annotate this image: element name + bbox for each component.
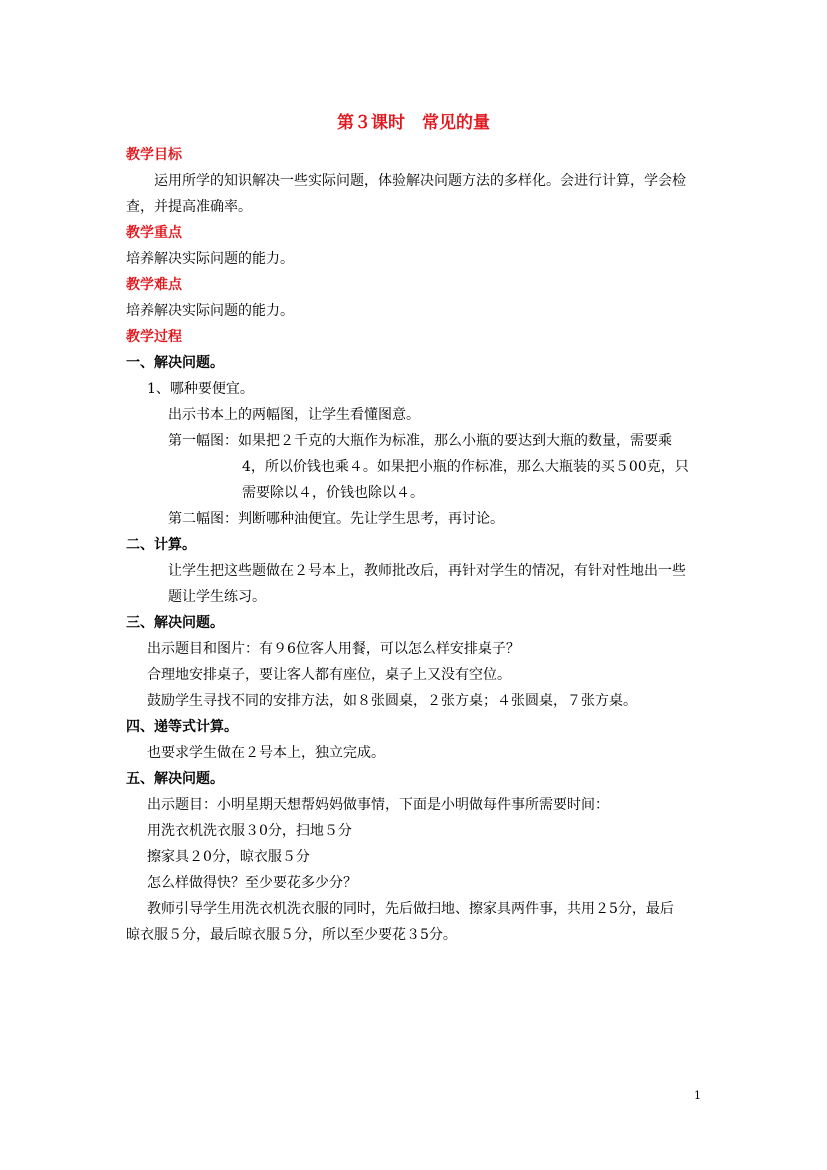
section1-paragraph3: 第二幅图：判断哪种油便宜。先让学生思考，再讨论。 bbox=[168, 511, 504, 527]
section1-paragraph2-line3: 需要除以４，价钱也除以４。 bbox=[242, 485, 424, 501]
section5-paragraph5-line1: 教师引导学生用洗衣机洗衣服的同时，先后做扫地、擦家具两件事，共用２5分，最后 bbox=[147, 901, 674, 917]
goal-heading: 教学目标 bbox=[126, 147, 182, 163]
goal-text-line2: 查，并提高准确率。 bbox=[126, 199, 252, 215]
section5-heading: 五、解决问题。 bbox=[126, 771, 224, 787]
section2-heading: 二、计算。 bbox=[126, 537, 196, 553]
section5-paragraph4: 怎么样做得快？至少要花多少分？ bbox=[147, 875, 357, 891]
section5-paragraph5-line2: 晾衣服５分，最后晾衣服５分，所以至少要花３5分。 bbox=[126, 927, 457, 943]
section2-paragraph-line1: 让学生把这些题做在２号本上，教师批改后，再针对学生的情况，有针对性地出一些 bbox=[168, 563, 686, 579]
section1-heading: 一、解决问题。 bbox=[126, 355, 224, 371]
section1-paragraph1: 出示书本上的两幅图，让学生看懂图意。 bbox=[168, 407, 420, 423]
goal-text-line1: 运用所学的知识解决一些实际问题，体验解决问题方法的多样化。会进行计算，学会检 bbox=[154, 173, 686, 189]
section3-paragraph2: 合理地安排桌子，要让客人都有座位，桌子上又没有空位。 bbox=[147, 667, 511, 683]
section1-paragraph2-line2: 4，所以价钱也乘４。如果把小瓶的作标准，那么大瓶装的买５00克，只 bbox=[242, 459, 689, 475]
process-heading: 教学过程 bbox=[126, 329, 182, 345]
difficulty-text: 培养解决实际问题的能力。 bbox=[126, 303, 294, 319]
key-heading: 教学重点 bbox=[126, 225, 182, 241]
section3-paragraph1: 出示题目和图片：有９6位客人用餐，可以怎么样安排桌子？ bbox=[147, 641, 520, 657]
section5-paragraph2: 用洗衣机洗衣服３0分，扫地５分 bbox=[147, 823, 352, 839]
section2-paragraph-line2: 题让学生练习。 bbox=[168, 589, 266, 605]
difficulty-heading: 教学难点 bbox=[126, 277, 182, 293]
section3-paragraph3: 鼓励学生寻找不同的安排方法，如８张圆桌，２张方桌；４张圆桌，７张方桌。 bbox=[147, 693, 637, 709]
section4-paragraph1: 也要求学生做在２号本上，独立完成。 bbox=[147, 745, 385, 761]
section1-paragraph2-line1: 第一幅图：如果把２千克的大瓶作为标准，那么小瓶的要达到大瓶的数量，需要乘 bbox=[168, 433, 672, 449]
section5-paragraph3: 擦家具２0分，晾衣服５分 bbox=[147, 849, 310, 865]
page-title: 第３课时 常见的量 bbox=[337, 113, 490, 133]
key-text: 培养解决实际问题的能力。 bbox=[126, 251, 294, 267]
page-number: 1 bbox=[694, 1089, 701, 1102]
section3-heading: 三、解决问题。 bbox=[126, 615, 224, 631]
section1-item1: 1、哪种要便宜。 bbox=[147, 381, 254, 397]
section5-paragraph1: 出示题目：小明星期天想帮妈妈做事情，下面是小明做每件事所需要时间： bbox=[147, 797, 609, 813]
section4-heading: 四、递等式计算。 bbox=[126, 719, 238, 735]
